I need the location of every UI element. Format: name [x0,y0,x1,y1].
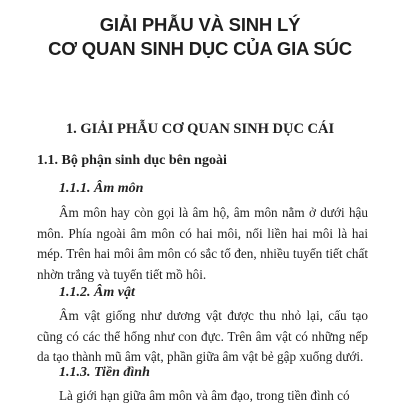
section-heading: 1. GIẢI PHẪU CƠ QUAN SINH DỤC CÁI [65,121,335,137]
document-title-line-2: CƠ QUAN SINH DỤC CỦA GIA SÚC [48,38,352,59]
heading-am-vat: 1.1.2. Âm vật [59,285,135,300]
paragraph-am-vat: Âm vật giống như dương vật được thu nhỏ lại, cấu tạo cũng có các thể hổng như con đực. Trên âm vật có những nếp da tạo thành mũ âm vật, phần giữa âm vật bẻ gập xuống dưới. [37,308,368,364]
heading-tien-dinh: 1.1.3. Tiền đình [59,365,150,380]
paragraph-tien-dinh: Là giới hạn giữa âm môn và âm đạo, trong tiền đình có [59,388,350,403]
paragraph-am-mon: Âm môn hay còn gọi là âm hộ, âm môn nằm ở dưới hậu môn. Phía ngoài âm môn có hai môi, nối liền hai môi là hai mép. Trên hai môi âm môn có sắc tố đen, nhiều tuyến tiết chất nhờn trắng và tuyến tiết mồ hôi. [37,205,368,282]
document-title-line-1: GIẢI PHẪU VÀ SINH LÝ [99,14,301,35]
heading-am-mon: 1.1.1. Âm môn [59,181,144,196]
subsection-heading: 1.1. Bộ phận sinh dục bên ngoài [37,153,227,168]
